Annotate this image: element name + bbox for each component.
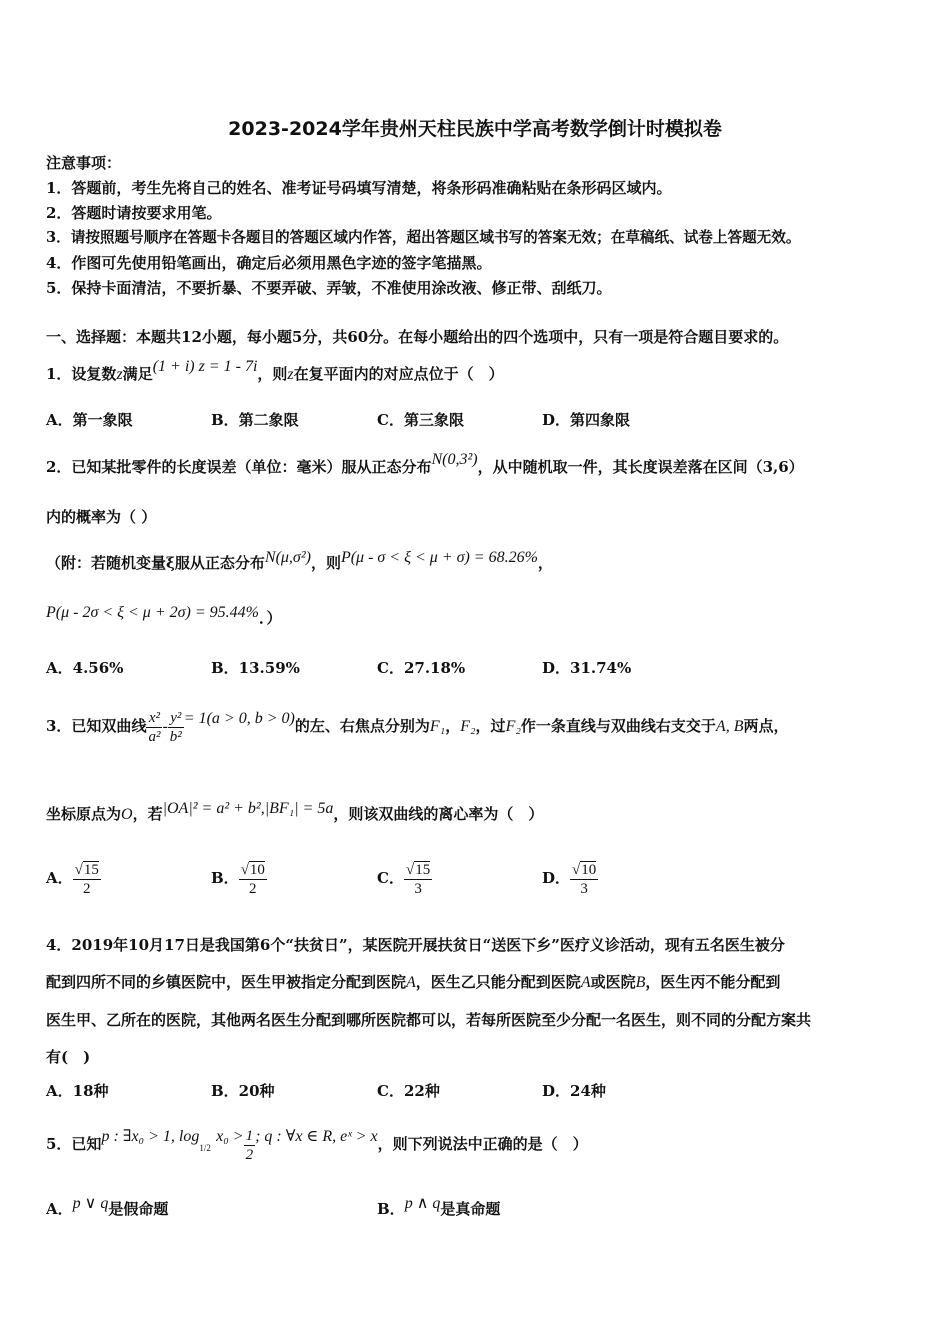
q3-prefix: 3．已知双曲线	[46, 717, 147, 735]
q3-minus: -	[162, 718, 168, 735]
q1-mid2: ，则	[257, 365, 288, 383]
question-5: 5．已知p : ∃x₀ > 1, log1/2 x₀ > $\frac{1}{2}$ ; q : ∀x ∈ R, eˣ > x，则下列说法中正确的是（ ）	[46, 1127, 588, 1163]
q3-line2	[46, 800, 544, 825]
q2-text1: 2．已知某批零件的长度误差（单位：毫米）服从正态分布	[46, 458, 432, 476]
q2-formula2: N(μ,σ²)	[264, 549, 311, 566]
q3-line2c: ，则该双曲线的离心率为（ ）	[333, 805, 544, 823]
notice-item: 5．保持卡面清洁，不要折暴、不要弄破、弄皱，不准使用涂改液、修正带、刮纸刀。	[46, 279, 612, 297]
q2-text3: 内的概率为（ ）	[46, 508, 157, 526]
q3-f1: F₁	[429, 718, 446, 735]
q4-line2: 配到四所不同的乡镇医院中，医生甲被指定分配到医院A，医生乙只能分配到医院A或医院B，医生丙不能分配到	[46, 973, 781, 991]
q5-formula-b: x₀ >	[216, 1128, 244, 1145]
q4-option-b: B．20种	[211, 1082, 275, 1100]
q2-note-line2	[46, 604, 282, 629]
notice-item: 2．答题时请按要求用笔。	[46, 204, 222, 222]
q5-formula-c: ; q : ∀x ∈ R, eˣ > x	[255, 1128, 378, 1145]
q2-formula4: P(μ - 2σ < ξ < μ + 2σ) = 95.44%	[46, 604, 259, 621]
q3-option-a: A． $\frac{√15}{2}$	[46, 861, 99, 897]
q3-text4: 两点，	[743, 717, 789, 735]
q3-condition: = 1(a > 0, b > 0)	[183, 710, 295, 727]
q3-option-b: B． $\frac{√10}{2}$	[211, 861, 265, 897]
q3-ab: A, B	[715, 718, 744, 735]
q1-var: z	[287, 366, 294, 383]
notice-item: 1．答题前，考生先将自己的姓名、准考证号码填写清楚，将条形码准确粘贴在条形码区域内。	[46, 179, 672, 197]
q1-suffix: 在复平面内的对应点位于（ ）	[293, 365, 504, 383]
q3-fraction-x: $\frac{\text{x²}}{\text{a²}}$	[148, 709, 161, 745]
q3-fraction-y: $\frac{\text{y²}}{\text{b²}}$	[169, 709, 182, 745]
q1-prefix: 1．设复数	[46, 365, 117, 383]
notice-item: 3．请按照题号顺序在答题卡各题目的答题区域内作答，超出答题区域书写的答案无效；在草稿纸、试卷上答题无效。	[46, 229, 801, 246]
q2-note1: （附：若随机变量ξ服从正态分布	[46, 554, 265, 572]
q4-option-d: D．24种	[542, 1082, 606, 1100]
q2-note3: ，	[537, 554, 553, 572]
question-3: 3．已知双曲线 $\frac{\text{x²}}{\text{a²}}$ - $\frac{\text{y²}}{\text{b²}}$ = 1(a > 0, b > 0)的左、右焦点分别为F₁，F₂，过F₂作一条直线与双曲线右支交于A, B两点，	[46, 709, 789, 745]
q3-option-d: D． $\frac{√10}{3}$	[542, 861, 597, 897]
q2-option-a: A．4.56%	[46, 659, 124, 677]
q2-option-c: C．27.18%	[377, 659, 466, 677]
q2-note	[46, 549, 553, 574]
q3-option-c: C． $\frac{√15}{3}$	[377, 861, 431, 897]
q5-option-b: B．p ∧ q是真命题	[377, 1195, 501, 1218]
q3-text2: ，过	[475, 717, 506, 735]
q5-fraction: $\frac{1}{2}$	[245, 1127, 254, 1163]
q4-line3: 医生甲、乙所在的医院，其他两名医生分配到哪所医院都可以，若每所医院至少分配一名医生，则不同的分配方案共	[46, 1011, 812, 1029]
q4-option-c: C．22种	[377, 1082, 440, 1100]
q2-text2: ，从中随机取一件，其长度误差落在区间（3,6）	[477, 458, 804, 476]
q3-origin: O	[121, 806, 133, 823]
q1-mid: 满足	[122, 365, 153, 383]
q1-option-b: B．第二象限	[211, 411, 299, 429]
q1-formula: (1 + i) z = 1 - 7i	[152, 358, 258, 375]
q3-f2: F₂	[505, 718, 521, 735]
q2-note2: ，则	[310, 554, 341, 572]
q3-option-a-value: $\frac{√15}{2}$	[74, 861, 99, 897]
q4-line1: 4．2019年10月17日是我国第6个“扶贫日”，某医院开展扶贫日“送医下乡”医疗义诊活动，现有五名医生被分	[46, 936, 785, 954]
q3-line2b: ，若	[132, 805, 163, 823]
q3-option-b-value: $\frac{√10}{2}$	[240, 861, 265, 897]
notice-heading: 注意事项：	[46, 154, 122, 172]
q3-condition2: |OA|² = a² + b²,|BF₁| = 5a	[162, 800, 334, 817]
q3-option-d-value: $\frac{√10}{3}$	[572, 861, 597, 897]
q2-note4: ．）	[258, 609, 282, 627]
q3-text1: 的左、右焦点分别为	[294, 717, 430, 735]
q1-option-d: D．第四象限	[542, 411, 631, 429]
q2-option-b: B．13.59%	[211, 659, 300, 677]
q5-option-a: A．p ∨ q是假命题	[46, 1195, 169, 1218]
question-1	[46, 358, 504, 385]
section-heading: 一、选择题：本题共12小题，每小题5分，共60分。在每小题给出的四个选项中，只有一项是符合题目要求的。	[46, 328, 789, 346]
q2-option-d: D．31.74%	[542, 659, 632, 677]
q1-var: z	[116, 366, 123, 383]
q4-option-a: A．18种	[46, 1082, 109, 1100]
q1-option-c: C．第三象限	[377, 411, 464, 429]
q4-line4: 有( )	[46, 1048, 91, 1066]
q3-f2: F₂	[460, 718, 476, 735]
page-title: 2023-2024学年贵州天柱民族中学高考数学倒计时模拟卷	[228, 118, 722, 140]
notice-item: 4．作图可先使用铅笔画出，确定后必须用黑色字迹的签字笔描黑。	[46, 254, 492, 272]
q5-formula-a: p : ∃x₀ > 1, log	[101, 1128, 200, 1145]
q5-log-base: 1/2	[199, 1143, 211, 1153]
q3-text3: 作一条直线与双曲线右支交于	[520, 717, 716, 735]
q3-line2a: 坐标原点为	[46, 805, 122, 823]
q3-option-c-value: $\frac{√15}{3}$	[405, 861, 431, 897]
q1-option-a: A．第一象限	[46, 411, 133, 429]
q2-formula3: P(μ - σ < ξ < μ + σ) = 68.26%	[340, 549, 538, 566]
question-2	[46, 451, 804, 478]
q2-formula1: N(0,3²)	[431, 451, 478, 468]
